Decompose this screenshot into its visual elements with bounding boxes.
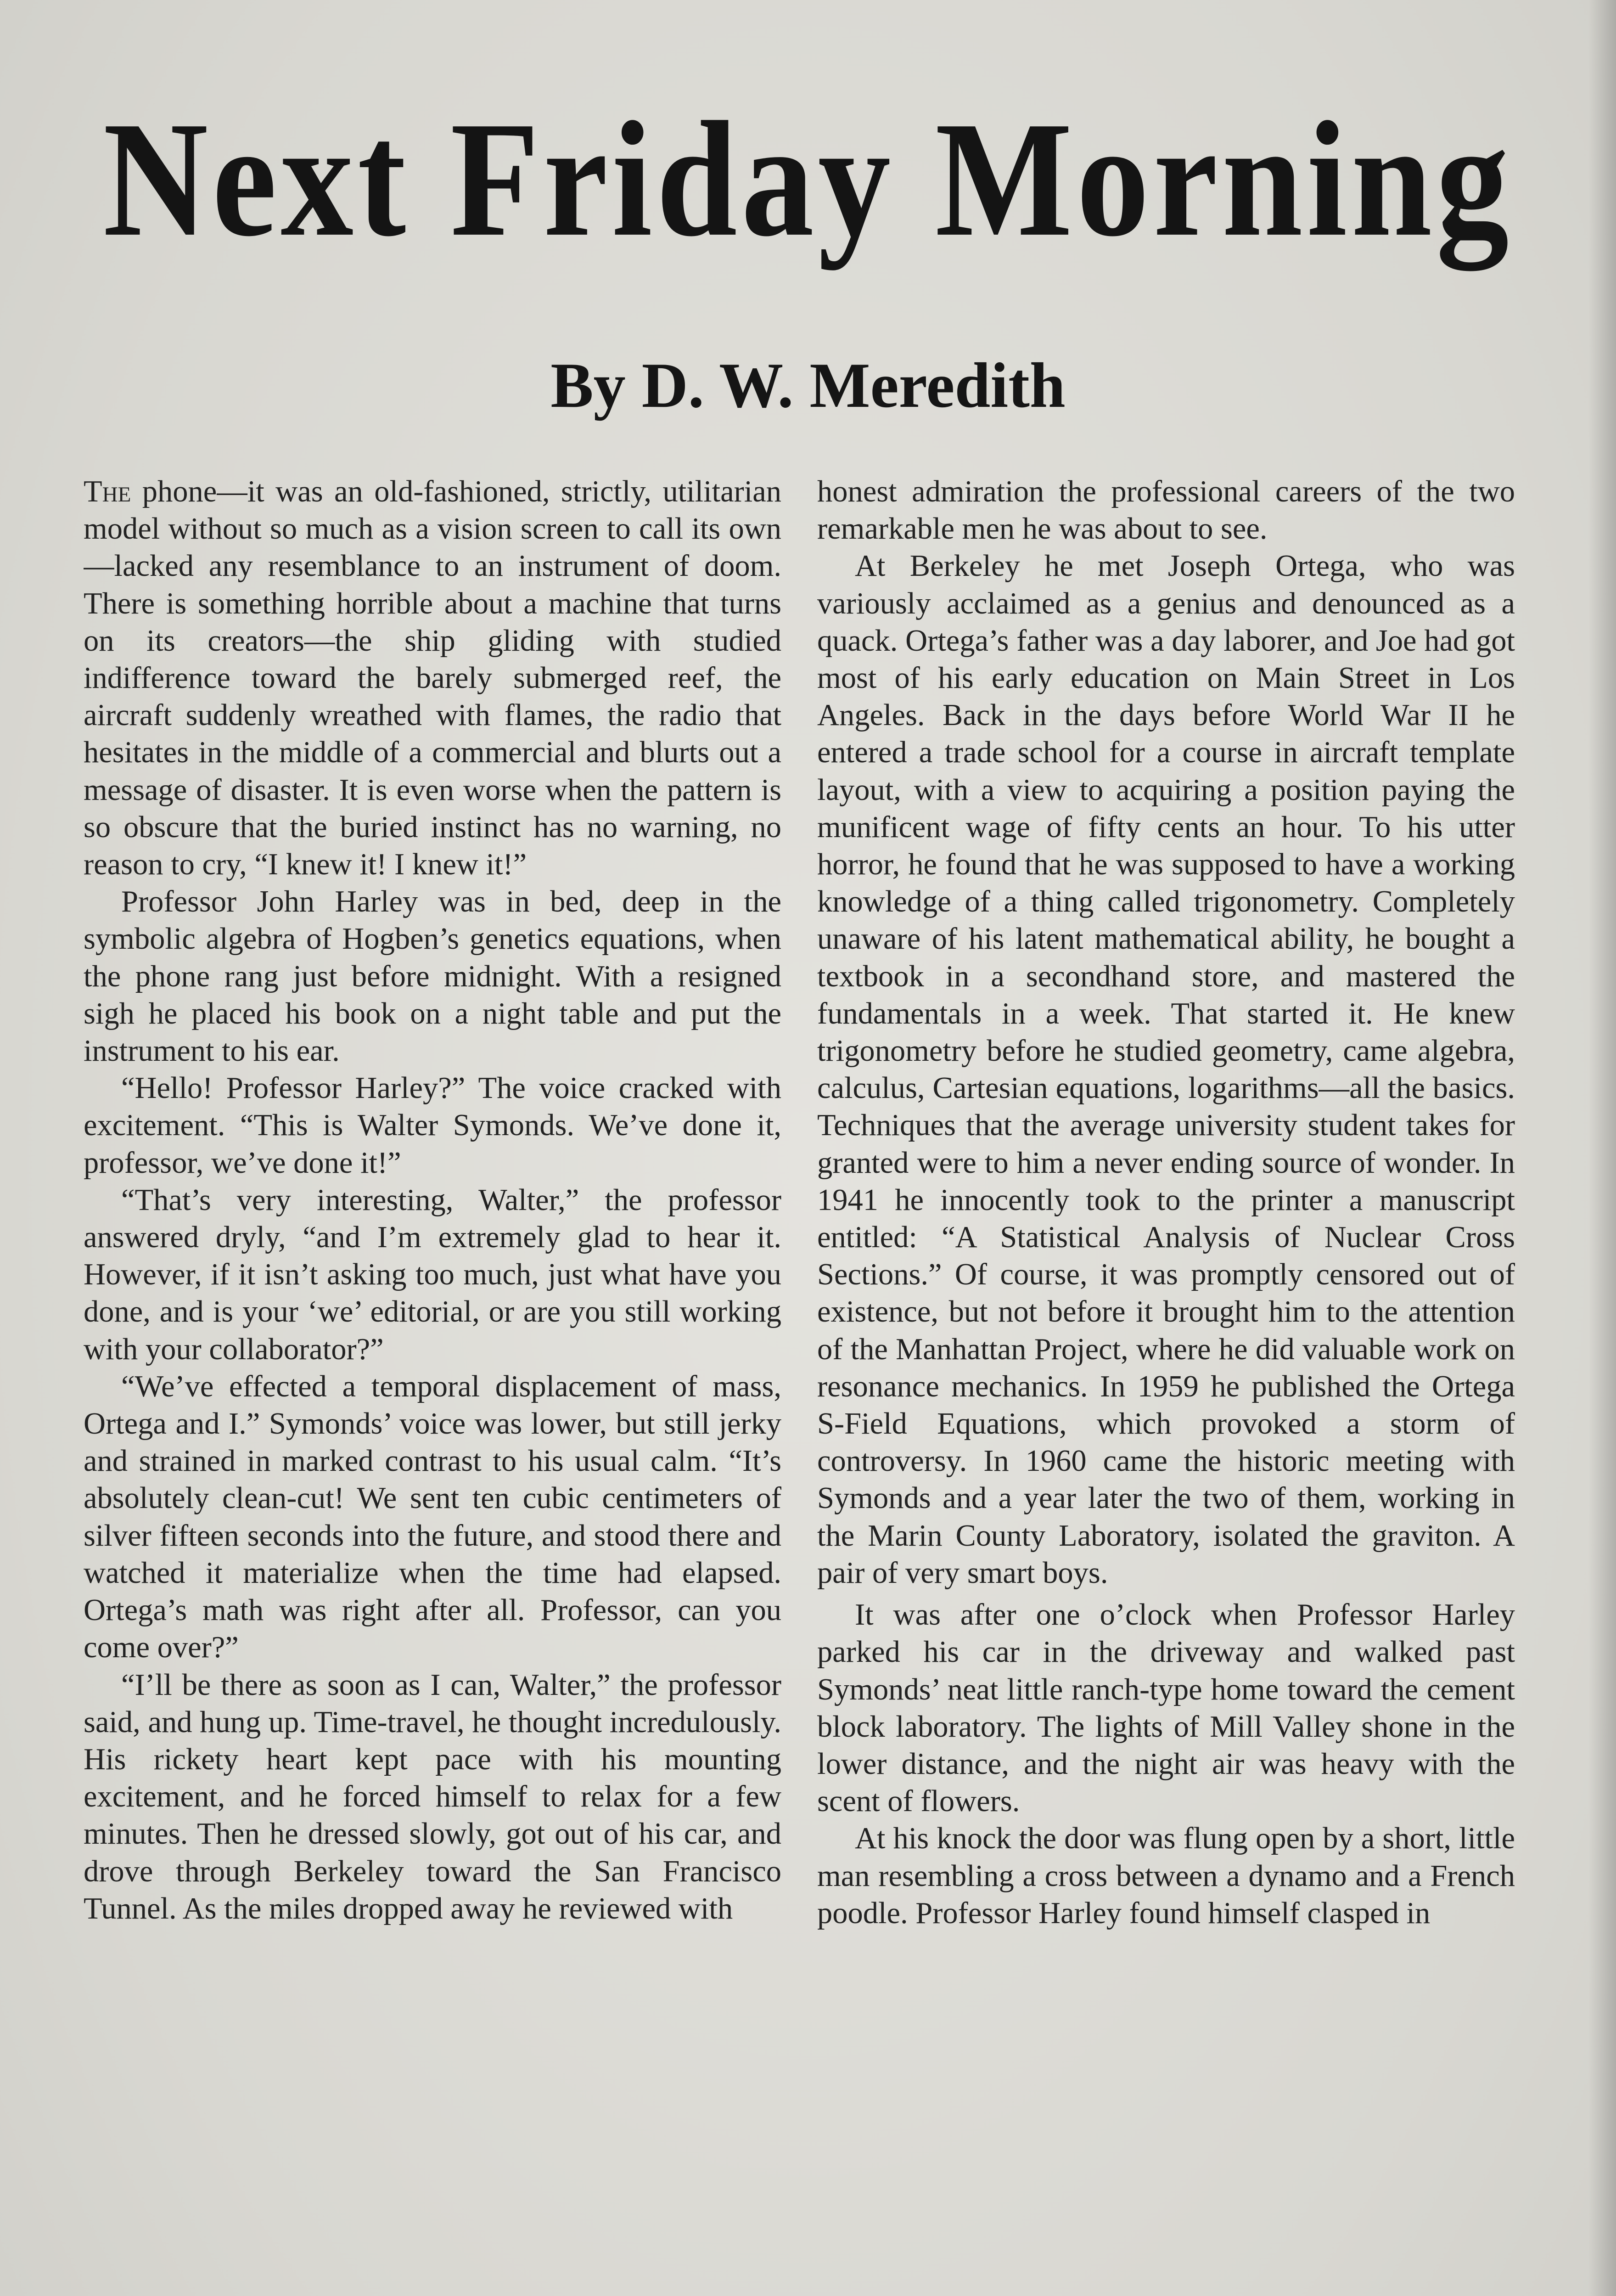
lead-in: The <box>84 475 131 508</box>
opening-text: phone—it was an old-fashioned, strictly, utilitarian model without so much as a vision screen to call its own—lacked any resemblance to an instrument of doom. There is something horrible about a machine that turns on its creators—the ship gliding with studied indifference toward the barely submerged reef, the aircraft suddenly wreathed with flames, the radio that hesitates in the middle of a commercial and blurts out a message of disaster. It is even worse when the pattern is so obscure that the buried instinct has no warning, no reason to cry, “I knew it! I knew it!” <box>84 475 781 882</box>
paragraph: It was after one o’clock when Professor Harley parked his car in the driveway and walked past Symonds’ neat little ranch-type home toward the cement block laboratory. The lights of Mill Valley shone in the lower distance, and the night air was heavy with the scent of flowers. <box>817 1598 1515 1818</box>
paragraph: At Berkeley he met Joseph Ortega, who was variously acclaimed as a genius and denounced as a quack. Ortega’s father was a day laborer, and Joe had got most of his early education on Main Street in Los Angeles. Back in the days before World War II he entered a trade school for a course in aircraft template layout, with a view to acquiring a position paying the munificent wage of fifty cents an hour. To his utter horror, he found that he was supposed to have a working knowledge of a thing called trigonometry. Completely unaware of his latent mathematical ability, he bought a textbook in a secondhand store, and mastered the fundamentals in a week. That started it. He knew trigonometry before he studied geometry, came algebra, calculus, Cartesian equations, logarithms—all the basics. Techniques that the average university student takes for granted were to him a never ending source of wonder. In 1941 he innocently took to the printer a manuscript entitled: “A Statistical Analysis of Nuclear Cross Sections.” Of course, it was promptly censored out of existence, but not before it brought him to the attention of the Manhattan Project, where he did valuable work on resonance mechanics. In 1959 he published the Ortega S-Field Equations, which provoked a storm of controversy. In 1960 came the historic meeting with Symonds and a year later the two of them, working in the Marin County Laboratory, isolated the graviton. A pair of very smart boys. <box>817 549 1515 1590</box>
paragraph: Professor John Harley was in bed, deep in the symbolic algebra of Hogben’s genetics equations, when the phone rang just before midnight. With a resigned sigh he placed his book on a night table and put the instrument to his ear. <box>84 885 781 1068</box>
story-title: Next Friday Morning <box>103 87 1513 270</box>
paragraph-continued: honest admiration the professional careers of the two remarkable men he was about to see. <box>817 475 1515 546</box>
paragraph: “That’s very interesting, Walter,” the professor answered dryly, “and I’m extremely glad to hear it. However, if it isn’t asking too much, just what have you done, and is your ‘we’ editorial, or are you still working with your collaborator?” <box>84 1183 781 1366</box>
page-edge-shadow <box>1588 0 1616 2296</box>
paragraph-opening <box>84 473 781 883</box>
author-byline: By D. W. Meredith <box>550 350 1066 421</box>
left-column <box>84 473 781 2296</box>
paragraph: “We’ve effected a temporal displacement of mass, Ortega and I.” Symonds’ voice was lower, but still jerky and strained in marked contrast to his usual calm. “It’s absolutely clean-cut! We sent ten cubic centimeters of silver fifteen seconds into the future, and stood there and watched it materialize when the time had elapsed. Ortega’s math was right after all. Professor, can you come over?” <box>84 1369 781 1665</box>
paragraph: “I’ll be there as soon as I can, Walter,” the professor said, and hung up. Time-travel, he thought incredulously. His rickety heart kept pace with his mounting excitement, and he forced himself to relax for a few minutes. Then he dressed slowly, got out of his car, and drove through Berkeley toward the San Francisco Tunnel. As the miles dropped away he reviewed with <box>84 1668 781 1925</box>
right-column <box>817 473 1515 2296</box>
paragraph: At his knock the door was flung open by a short, little man resembling a cross between a dynamo and a French poodle. Professor Harley found himself clasped in <box>817 1822 1515 1930</box>
paragraph: “Hello! Professor Harley?” The voice cracked with excitement. “This is Walter Symonds. We’ve done it, professor, we’ve done it!” <box>84 1071 781 1180</box>
